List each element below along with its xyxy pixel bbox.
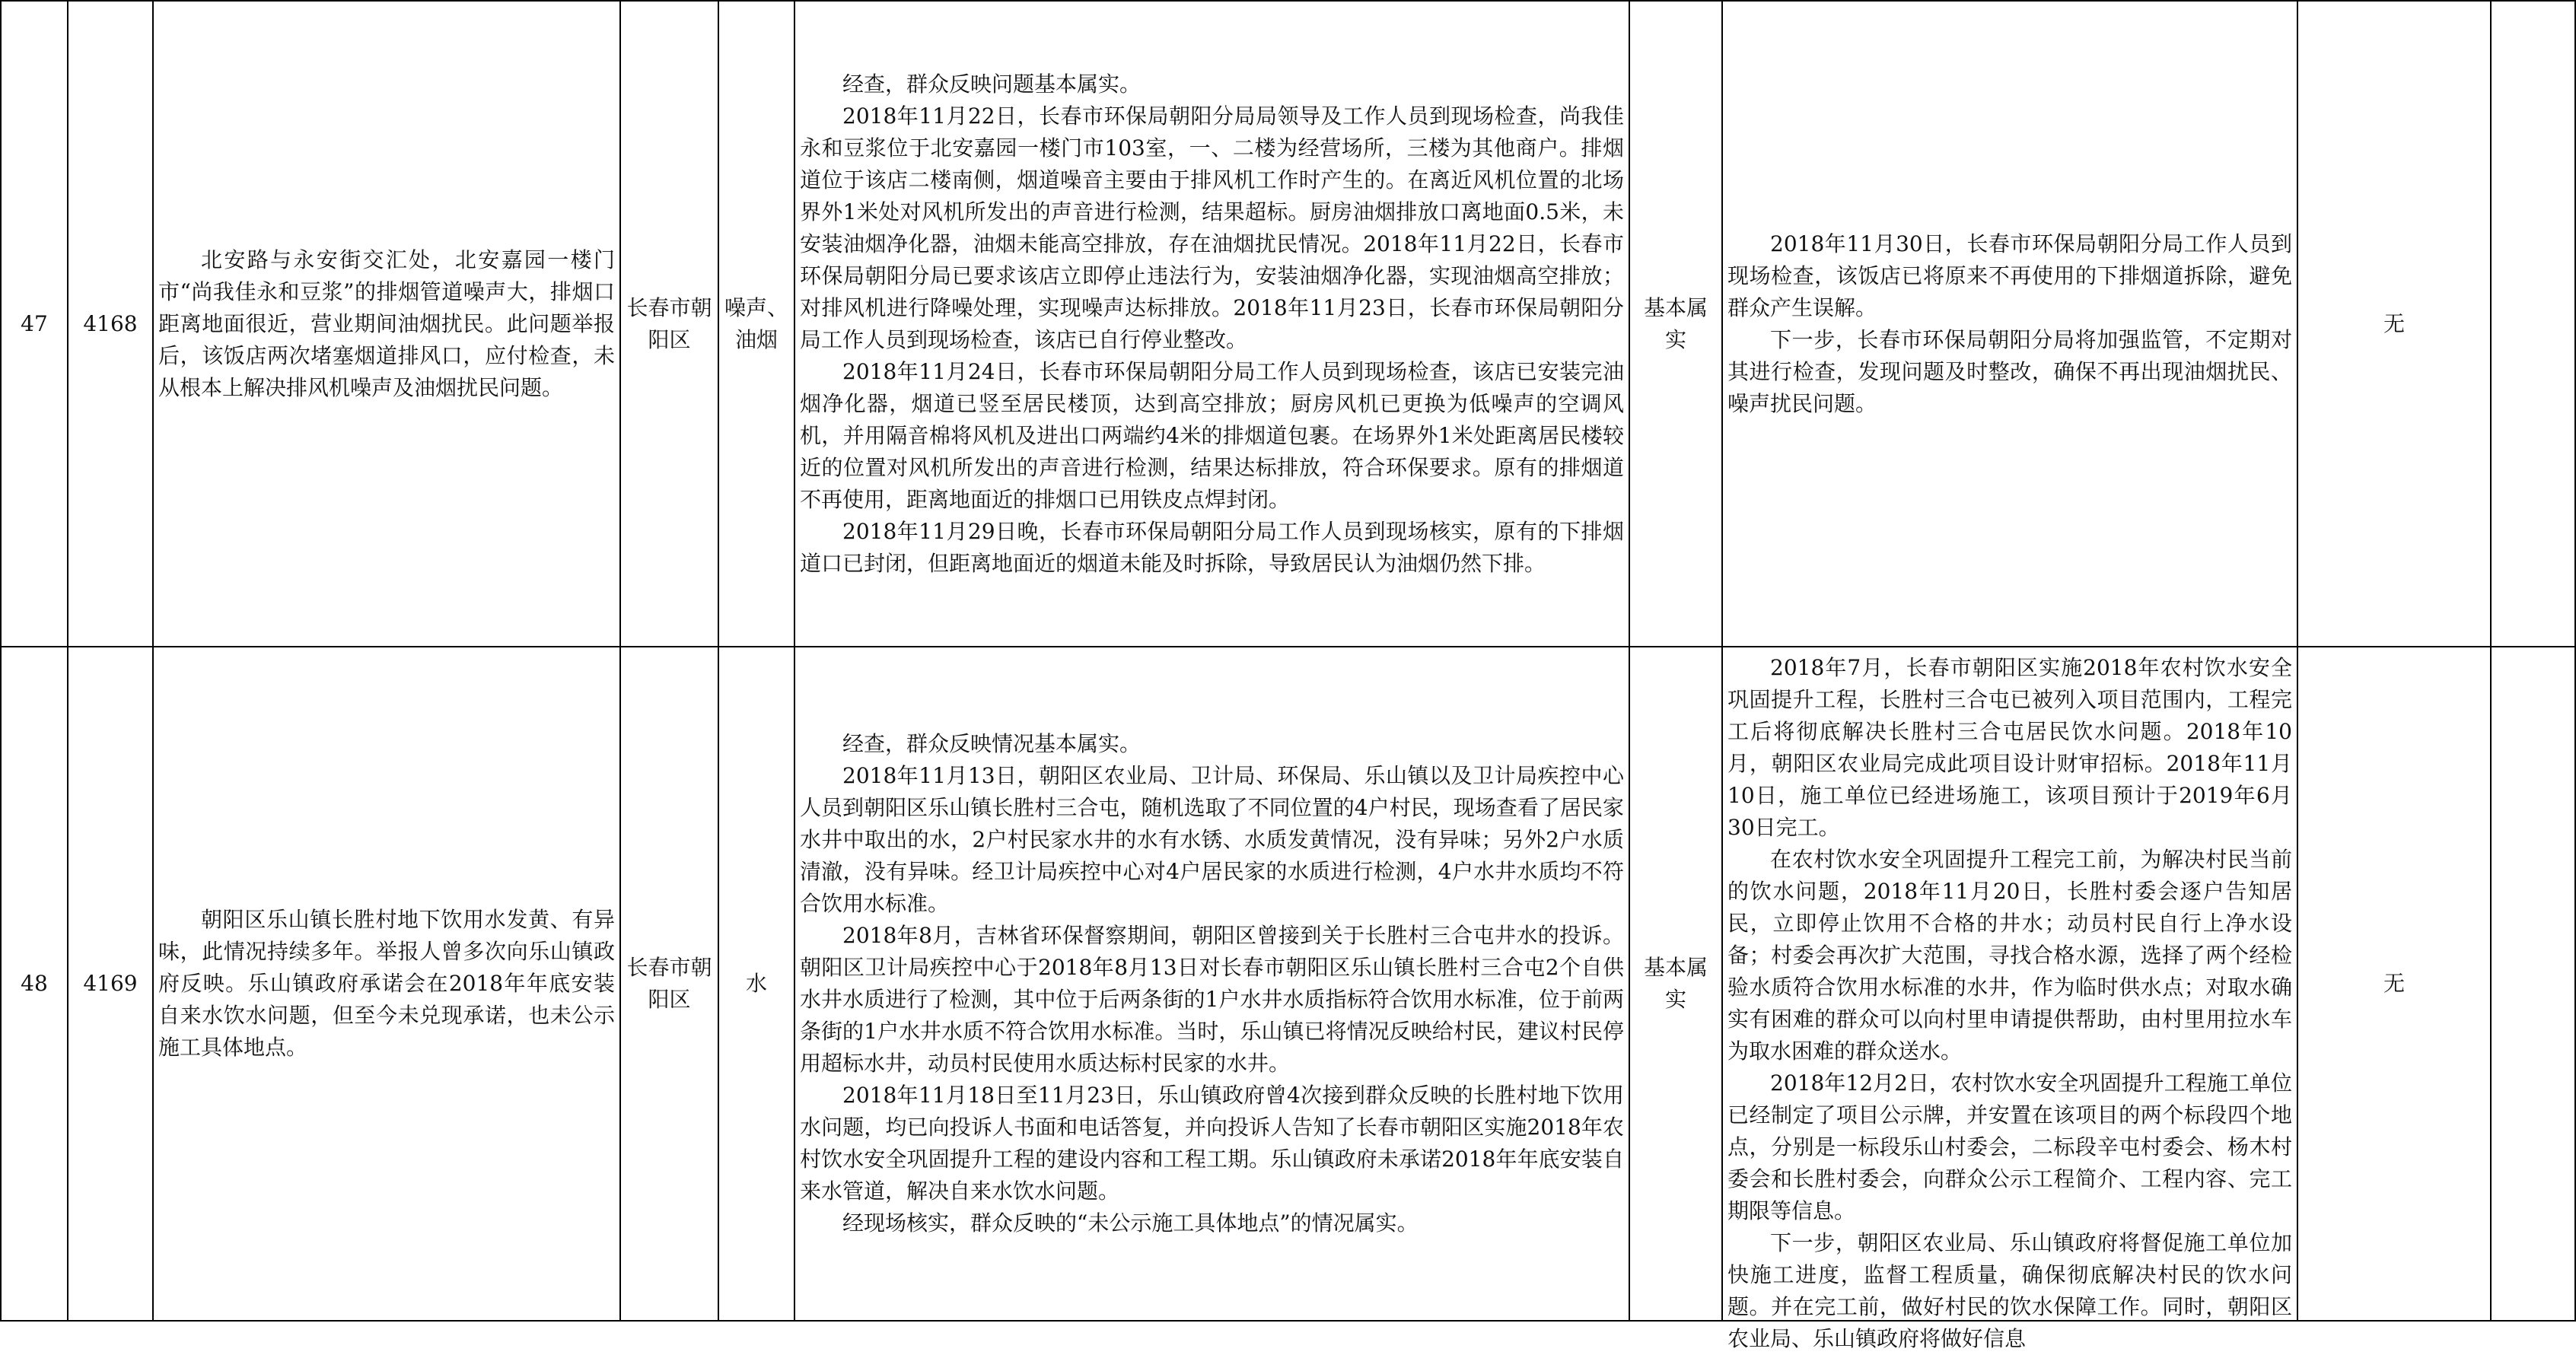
- complaint-cell: [153, 1, 620, 647]
- investigation-cell: [794, 647, 1629, 1321]
- investigation-paragraph: 经现场核实，群众反映的“未公示施工具体地点”的情况属实。: [842, 1210, 1419, 1236]
- investigation-paragraph: 经查，群众反映问题基本属实。: [842, 71, 1142, 97]
- district-cell: 长春市朝阳区: [620, 647, 718, 1321]
- category-cell: 水: [718, 647, 794, 1321]
- complaint-cell: [153, 647, 620, 1321]
- accountability-cell: 无: [2297, 647, 2491, 1321]
- investigation-paragraph: 2018年11月22日，长春市环保局朝阳分局局领导及工作人员到现场检查，尚我佳永和豆浆位于北安嘉园一楼门市103室，一、二楼为经营场所，三楼为其他商户。排烟道位于该店二楼南侧，烟道噪音主要由于排风机工作时产生的。在离近风机位置的北场界外1米处对风机所发出的声音进行检测，结果超标。厨房油烟排放口离地面0.5米，未安装油烟净化器，油烟未能高空排放，存在油烟扰民情况。2018年11月22日，长春市环保局朝阳分局已要求该店立即停止违法行为，安装油烟净化器，实现油烟高空排放；对排风机进行降噪处理，实现噪声达标排放。2018年11月23日，长春市环保局朝阳分局工作人员到现场检查，该店已自行停业整改。: [800, 103, 1624, 352]
- investigation-paragraph: 2018年11月24日，长春市环保局朝阳分局工作人员到现场检查，该店已安装完油烟净化器，烟道已竖至居民楼顶，达到高空排放；厨房风机已更换为低噪声的空调风机，并用隔音棉将风机及进出口两端约4米的排烟道包裹。在场界外1米处距离居民楼较近的位置对风机所发出的声音进行检测，结果达标排放，符合环保要求。原有的排烟道不再使用，距离地面近的排烟口已用铁皮点焊封闭。: [800, 358, 1624, 512]
- rectification-paragraph: 2018年11月30日，长春市环保局朝阳分局工作人员到现场检查，该饭店已将原来不再使用的下排烟道拆除，避免群众产生误解。: [1727, 231, 2292, 320]
- row-index: 47: [1, 1, 68, 647]
- rectification-cell: [1722, 647, 2297, 1351]
- case-number: 4169: [68, 647, 153, 1321]
- verdict-cell: 基本属实: [1629, 1, 1722, 647]
- rectification-paragraph: 在农村饮水安全巩固提升工程完工前，为解决村民当前的饮水问题，2018年11月20日，长胜村委会逐户告知居民，立即停止饮用不合格的井水；动员村民自行上净水设备；村委会再次扩大范围，寻找合格水源，选择了两个经检验水质符合饮用水标准的水井，作为临时供水点；对取水确实有困难的群众可以向村里申请提供帮助，由村里用拉水车为取水困难的群众送水。: [1727, 847, 2292, 1064]
- complaint-text: 北安路与永安街交汇处，北安嘉园一楼门市“尚我佳永和豆浆”的排烟管道噪声大，排烟口距离地面很近，营业期间油烟扰民。此问题举报后，该饭店两次堵塞烟道排风口，应付检查，未从根本上解决排风机噪声及油烟扰民问题。: [158, 247, 615, 400]
- investigation-paragraph: 2018年11月29日晚，长春市环保局朝阳分局工作人员到现场核实，原有的下排烟道口已封闭，但距离地面近的烟道未能及时拆除，导致居民认为油烟仍然下排。: [800, 518, 1624, 576]
- rectification-paragraph: 2018年7月，长春市朝阳区实施2018年农村饮水安全巩固提升工程，长胜村三合屯已被列入项目范围内，工程完工后将彻底解决长胜村三合屯居民饮水问题。2018年10月，朝阳区农业局完成此项目设计财审招标。2018年11月10日，施工单位已经进场施工，该项目预计于2019年6月30日完工。: [1727, 655, 2292, 840]
- rectification-body: [1727, 647, 2292, 1351]
- row-index: 48: [1, 647, 68, 1321]
- investigation-paragraph: 2018年11月18日至11月23日，乐山镇政府曾4次接到群众反映的长胜村地下饮用水问题，均已向投诉人书面和电话答复，并向投诉人告知了长春市朝阳区实施2018年农村饮水安全巩固提升工程的建设内容和工程工期。乐山镇政府未承诺2018年年底安装自来水管道，解决自来水饮水问题。: [800, 1083, 1624, 1204]
- investigation-paragraph: 经查，群众反映情况基本属实。: [842, 731, 1142, 756]
- case-number: 4168: [68, 1, 153, 647]
- district-cell: 长春市朝阳区: [620, 1, 718, 647]
- investigation-paragraph: 2018年11月13日，朝阳区农业局、卫计局、环保局、乐山镇以及卫计局疾控中心人员到朝阳区乐山镇长胜村三合屯，随机选取了不同位置的4户村民，现场查看了居民家水井中取出的水，2户村民家水井的水有水锈、水质发黄情况，没有异味；另外2户水质清澈，没有异味。经卫计局疾控中心对4户居民家的水质进行检测，4户水井水质均不符合饮用水标准。: [800, 763, 1624, 916]
- verdict-cell: 基本属实: [1629, 647, 1722, 1321]
- category-cell: 噪声、油烟: [718, 1, 794, 647]
- table-row: [1, 647, 2575, 1321]
- table-row: [1, 1, 2575, 647]
- rectification-cell: [1722, 1, 2297, 647]
- extra-cell: [2491, 647, 2575, 1321]
- accountability-cell: 无: [2297, 1, 2491, 647]
- complaint-text: 朝阳区乐山镇长胜村地下饮用水发黄、有异味，此情况持续多年。举报人曾多次向乐山镇政府反映。乐山镇政府承诺会在2018年年底安装自来水饮水问题，但至今未兑现承诺，也未公示施工具体地点。: [158, 907, 615, 1060]
- investigation-cell: [794, 1, 1629, 647]
- investigation-body: [800, 647, 1624, 1320]
- rectification-paragraph: 下一步，长春市环保局朝阳分局将加强监管，不定期对其进行检查，发现问题及时整改，确保不再出现油烟扰民、噪声扰民问题。: [1727, 326, 2292, 416]
- rectification-paragraph: 下一步，朝阳区农业局、乐山镇政府将督促施工单位加快施工进度，监督工程质量，确保彻底解决村民的饮水问题。并在完工前，做好村民的饮水保障工作。同时，朝阳区农业局、乐山镇政府将做好信息: [1727, 1230, 2292, 1351]
- investigation-paragraph: 2018年8月，吉林省环保督察期间，朝阳区曾接到关于长胜村三合屯井水的投诉。朝阳区卫计局疾控中心于2018年8月13日对长春市朝阳区乐山镇长胜村三合屯2个自供水井水质进行了检测，其中位于后两条街的1户水井水质指标符合饮用水标准，位于前两条街的1户水井水质不符合饮用水标准。当时，乐山镇已将情况反映给村民，建议村民停用超标水井，动员村民使用水质达标村民家的水井。: [800, 923, 1624, 1076]
- extra-cell: [2491, 1, 2575, 647]
- rectification-paragraph: 2018年12月2日，农村饮水安全巩固提升工程施工单位已经制定了项目公示牌，并安置在该项目的两个标段四个地点，分别是一标段乐山村委会，二标段辛屯村委会、杨木村委会和长胜村委会，向群众公示工程简介、工程内容、完工期限等信息。: [1727, 1070, 2292, 1223]
